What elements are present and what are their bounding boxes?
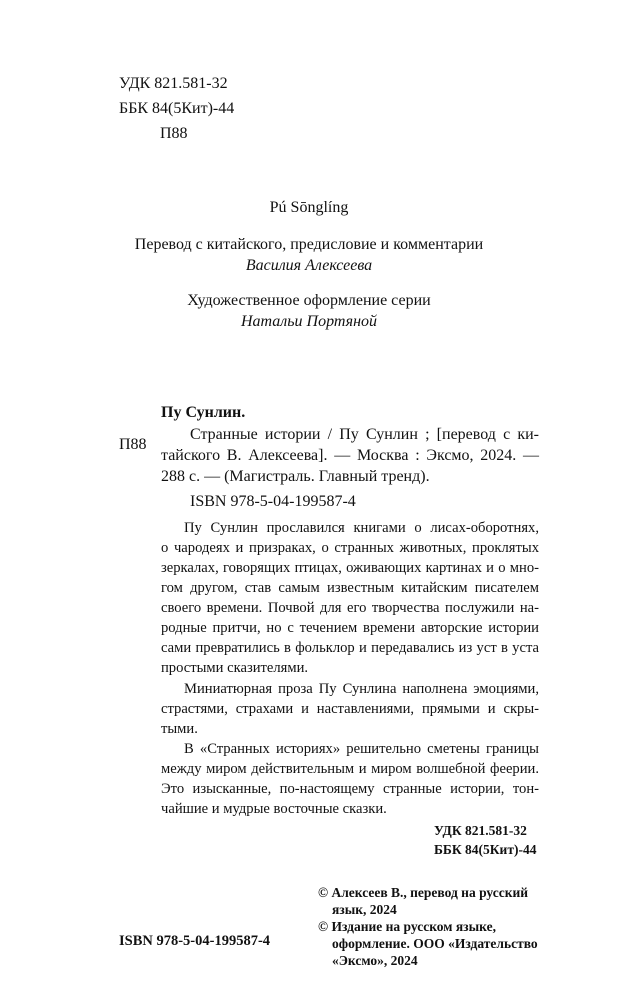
copyright-line: оформление. ООО «Издательство <box>332 936 538 951</box>
author-mark-top: П88 <box>160 125 188 142</box>
annotation-line: простыми сказителями. <box>161 660 309 676</box>
annotation-line: зеркалах, говорящих птицах, оживающих картинах и о мно- <box>161 560 539 576</box>
catalog-line: тайского В. Алексеева]. — Москва : Эксмо, 2024. — <box>161 447 539 464</box>
annotation-line: чайшие и мудрые восточные сказки. <box>161 801 387 817</box>
udk-code-top: УДК 821.581-32 <box>119 75 228 92</box>
copyright-line: «Эксмо», 2024 <box>332 953 418 968</box>
catalog-isbn: ISBN 978-5-04-199587-4 <box>190 493 356 510</box>
annotation-line: страстями, страхами и наставлениями, прямыми и скры- <box>161 701 539 717</box>
annotation-line: гом другом, став самым известным китайским писателем <box>161 580 539 596</box>
annotation-line: Пу Сунлин прославился книгами о лисах-оборотнях, <box>184 520 539 536</box>
annotation-line: Это изысканные, по-настоящему странные истории, тон- <box>161 781 539 797</box>
catalog-margin-mark: П88 <box>119 436 147 453</box>
bbk-code-top: ББК 84(5Кит)-44 <box>119 100 235 117</box>
copyright-line: © Алексеев В., перевод на русский <box>318 885 529 900</box>
catalog-line: 288 с. — (Магистраль. Главный тренд). <box>161 468 430 485</box>
translator-name: Василия Алексеева <box>245 257 373 274</box>
annotation-line: Миниатюрная проза Пу Сунлина наполнена эмоциями, <box>184 681 539 697</box>
annotation-line: о чародеях и призраках, о странных животных, проклятых <box>161 540 539 556</box>
translation-credit: Перевод с китайского, предисловие и комментарии <box>134 236 484 253</box>
copyright-line: язык, 2024 <box>332 902 397 917</box>
annotation-line: сами превратились в фольклор и передавались из уст в уста <box>161 640 539 656</box>
annotation-line: между миром действительным и миром волшебной феерии. <box>161 761 539 777</box>
designer-name: Натальи Портяной <box>240 313 378 330</box>
annotation-line: В «Странных историях» решительно сметены границы <box>184 741 539 757</box>
udk-code-bottom: УДК 821.581-32 <box>434 823 527 838</box>
annotation-line: родные притчи, но с течением времени авторские истории <box>161 620 539 636</box>
author-original-name: Pú Sōnglíng <box>269 199 349 216</box>
design-credit: Художественное оформление серии <box>187 292 431 309</box>
annotation-line: своего времени. Почвой для его творчества послужили на- <box>161 600 539 616</box>
isbn-bottom: ISBN 978-5-04-199587-4 <box>119 933 271 949</box>
annotation-line: тыми. <box>161 721 198 737</box>
catalog-line: Странные истории / Пу Сунлин ; [перевод с ки- <box>190 426 539 443</box>
copyright-line: © Издание на русском языке, <box>318 919 496 934</box>
catalog-author-heading: Пу Сунлин. <box>161 404 246 421</box>
bbk-code-bottom: ББК 84(5Кит)-44 <box>434 842 537 857</box>
